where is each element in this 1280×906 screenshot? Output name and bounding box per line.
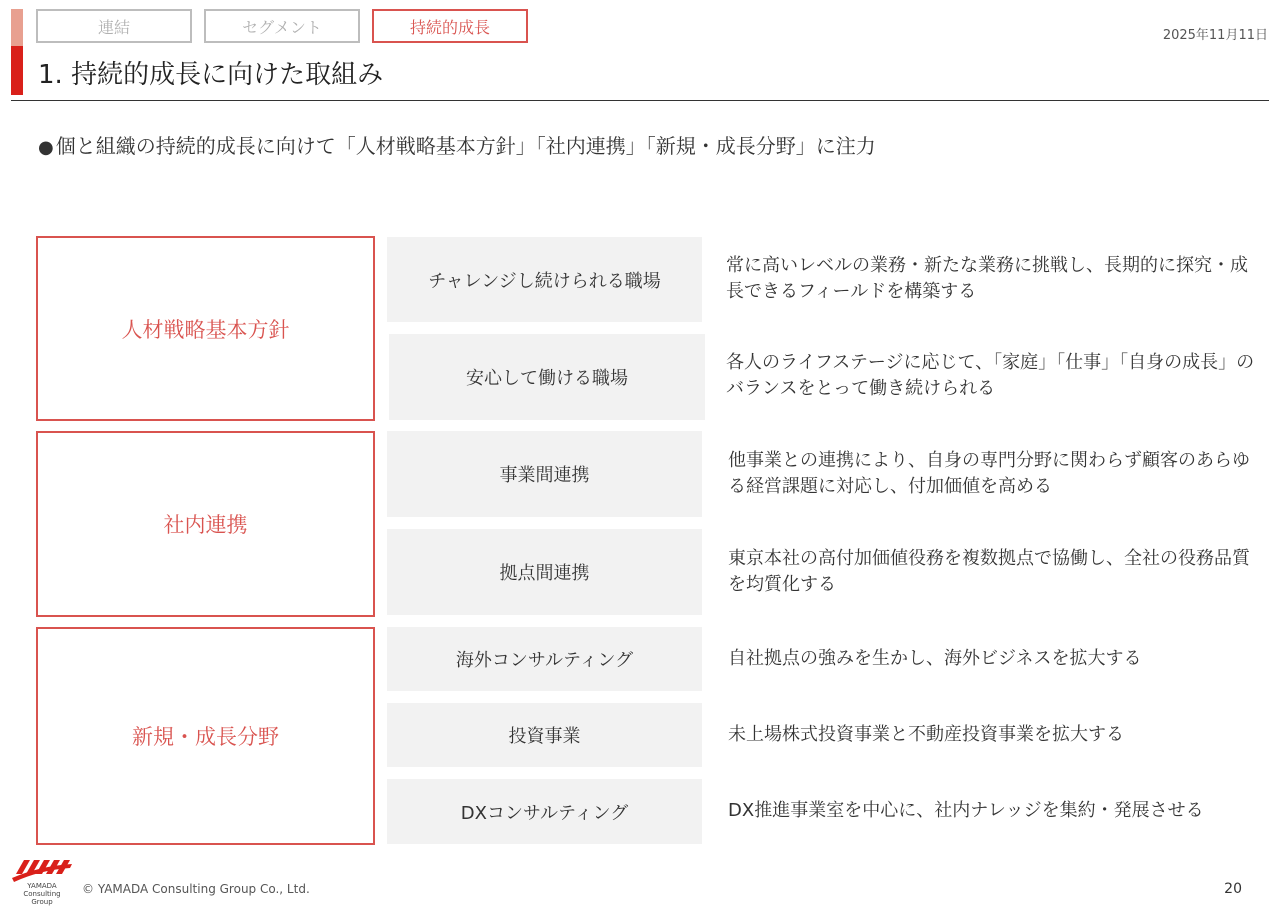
item-label: 投資事業 [508,726,581,747]
subtitle [38,130,876,159]
item-challenging-workplace [387,237,702,322]
tab-consolidated[interactable]: 連結 [36,9,192,43]
item-investment-business [387,703,702,767]
accent-bar-bottom [11,46,23,95]
item-label: 事業間連携 [499,465,590,486]
item-dx-consulting [387,779,702,844]
date-label: 2025年11月11日 [1162,28,1268,43]
item-label: DXコンサルティング [460,802,629,824]
pillar-label: 社内連携 [163,513,248,537]
page-title: 1. 持続的成長に向けた取組み [38,60,384,90]
item-safe-workplace [389,334,705,420]
pillar-internal-collaboration [36,431,375,617]
item-inter-office-collaboration [387,529,702,615]
item-label: 安心して働ける職場 [466,368,628,389]
item-description: 常に高いレベルの業務・新たな業務に挑戦し、長期的に探究・成長できるフィールドを構築する [726,255,1248,302]
pillar-new-growth [36,627,375,845]
item-description: 東京本社の高付加価値役務を複数拠点で協働し、全社の役務品質を均質化する [728,548,1250,595]
logo-text: YAMADA Consulting Group [23,882,61,906]
item-description: DX推進事業室を中心に、社内ナレッジを集約・発展させる [728,800,1204,821]
item-label: チャレンジし続けられる職場 [428,270,661,292]
item-label: 拠点間連携 [499,563,590,584]
tab-segment[interactable]: セグメント [204,9,360,43]
pillar-label: 人材戦略基本方針 [121,317,290,342]
title-divider [11,100,1269,101]
pillar-hr-strategy [36,236,375,421]
accent-bar-top [11,9,23,46]
item-overseas-consulting [387,627,702,691]
page-number: 20 [1224,881,1242,897]
tab-sustainable-growth[interactable]: 持続的成長 [372,9,528,43]
bullet-icon: ● [38,137,54,158]
item-description: 自社拠点の強みを生かし、海外ビジネスを拡大する [728,648,1142,669]
item-description: 未上場株式投資事業と不動産投資事業を拡大する [728,724,1124,745]
subtitle-text: 個と組織の持続的成長に向けて「人材戦略基本方針」「社内連携」「新規・成長分野」に注力 [55,134,876,158]
item-inter-business-collaboration [387,431,702,517]
item-description: 他事業との連携により、自身の専門分野に関わらず顧客のあらゆる経営課題に対応し、付加価値を高める [728,450,1250,497]
item-description: 各人のライフステージに応じて、「家庭」「仕事」「自身の成長」のバランスをとって働き続けられる [726,352,1255,399]
item-label: 海外コンサルティング [455,650,634,671]
copyright: © YAMADA Consulting Group Co., Ltd. [82,882,310,896]
pillar-label: 新規・成長分野 [132,725,279,749]
